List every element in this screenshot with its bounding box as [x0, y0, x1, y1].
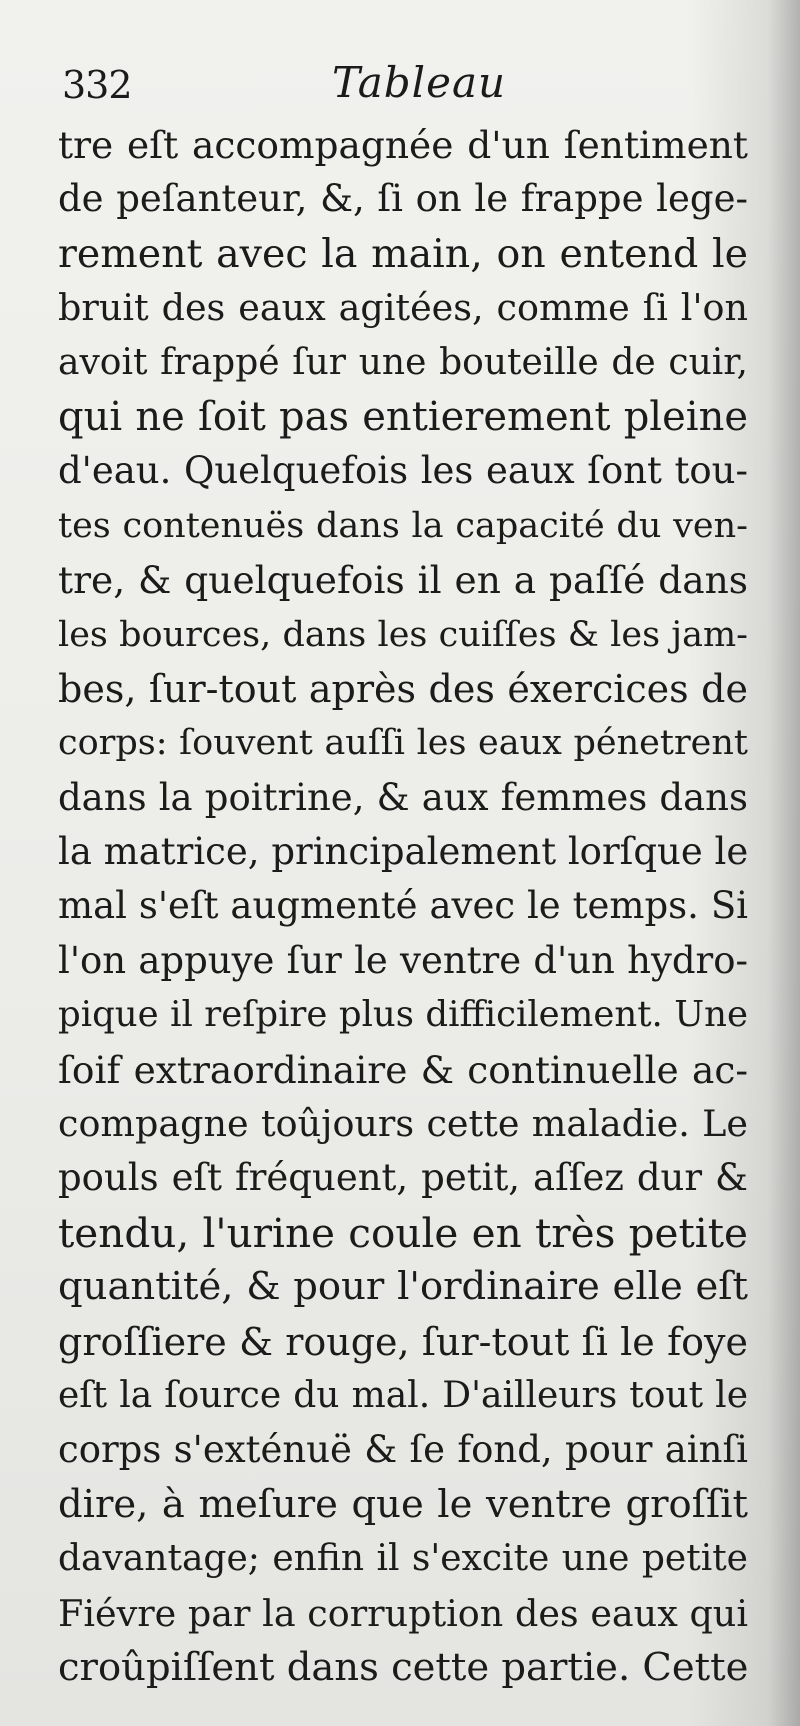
text-line: avoit frappé ſur une bouteille de cuir, [58, 341, 748, 383]
text-line: d'eau. Quelquefois les eaux ſont tou- [58, 449, 748, 493]
text-line: tendu, l'urine coule en très petite [58, 1208, 748, 1257]
text-line: eſt la ſource du mal. D'ailleurs tout le [58, 1374, 748, 1416]
text-line: les bources, dans les cuiſſes & les jam- [58, 614, 748, 655]
text-line: mal s'eſt augmenté avec le temps. Si [58, 884, 748, 928]
text-line: tre eſt accompagnée d'un ſentiment [58, 123, 748, 167]
body-text [58, 118, 748, 1695]
text-line: tre, & quelquefois il en a paſſé dans [58, 558, 748, 603]
text-line: l'on appuye ſur le ventre d'un hydro- [58, 938, 748, 982]
text-line: bes, ſur-tout après des éxercices de [58, 666, 748, 711]
text-line: corps: ſouvent auſſi les eaux pénetrent [58, 723, 748, 764]
text-line: dire, à meſure que le ventre groſſit [58, 1481, 748, 1527]
text-line: dans la poitrine, & aux femmes dans [58, 775, 748, 819]
text-line: pique il reſpire plus difficilement. Une [58, 994, 748, 1036]
running-title: Tableau [332, 58, 507, 107]
text-line: corps s'exténuë & ſe fond, pour ainſi [58, 1428, 748, 1472]
text-line: qui ne ſoit pas entierement pleine [58, 393, 748, 440]
text-line: compagne toûjours cette maladie. Le [58, 1102, 748, 1146]
text-line: davantage; enfin il s'excite une petite [58, 1538, 748, 1580]
text-line: la matrice, principalement lorſque le [58, 830, 748, 874]
text-line: Fiévre par la corruption des eaux qui [58, 1591, 748, 1635]
text-line: tes contenuës dans la capacité du ven- [58, 505, 748, 546]
text-line: bruit des eaux agitées, comme ſi l'on [58, 286, 748, 330]
page-header [62, 58, 752, 112]
text-line: croûpiſſent dans cette partie. Cette [58, 1644, 748, 1690]
text-line: pouls eſt fréquent, petit, aſſez dur & [58, 1156, 748, 1200]
text-line: ſoif extraordinaire & continuelle ac- [58, 1047, 748, 1092]
text-line: de peſanteur, &, ſi on le frappe lege- [58, 177, 748, 221]
text-line: groſſiere & rouge, ſur-tout ſi le foye [58, 1319, 748, 1364]
page-number: 332 [62, 63, 132, 107]
text-line: rement avec la main, on entend le [58, 230, 748, 277]
text-line: quantité, & pour l'ordinaire elle eſt [58, 1264, 748, 1310]
